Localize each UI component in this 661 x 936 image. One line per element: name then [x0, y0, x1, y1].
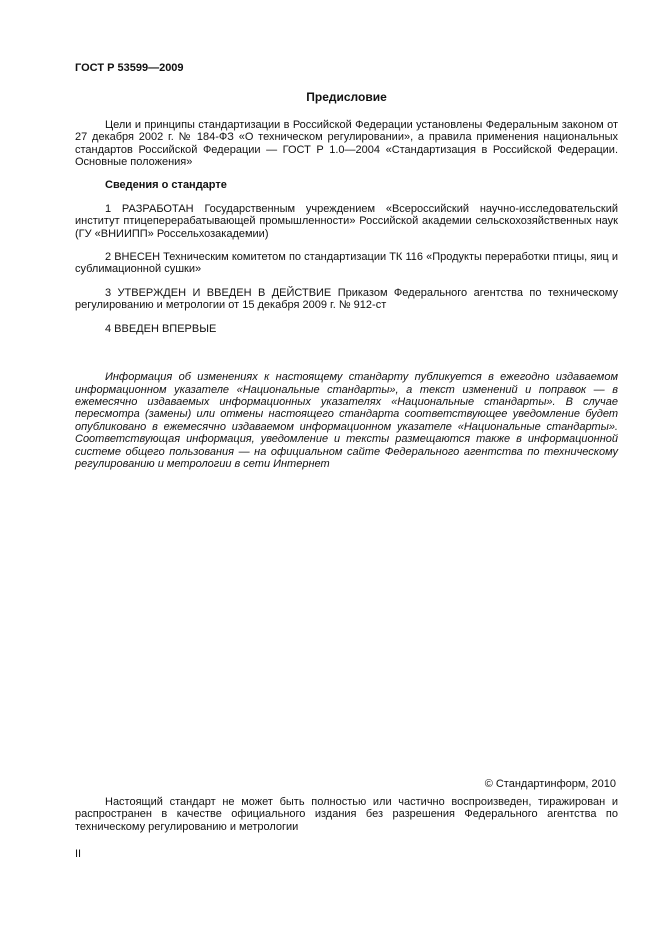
reproduction-notice: Настоящий стандарт не может быть полностью или частично воспроизведен, тиражирован и распространен в качестве официального издания без разрешения Федерального агентства по техническому регулированию и метрологии	[75, 796, 618, 833]
standard-item-1: 1 РАЗРАБОТАН Государственным учреждением «Всероссийский научно-исследовательский институт птицеперерабатывающей промышленности» Российской академии сельскохозяйственных наук (ГУ «ВНИИПП» Россельхозакадемии)	[75, 202, 618, 240]
page-number: II	[75, 848, 82, 860]
standard-item-3: 3 УТВЕРЖДЕН И ВВЕДЕН В ДЕЙСТВИЕ Приказом Федерального агентства по техническому регулированию и метрологии от 15 декабря 2009 г. № 912-ст	[75, 286, 618, 312]
standard-item-2: 2 ВНЕСЕН Техническим комитетом по стандартизации ТК 116 «Продукты переработки птицы, яиц и сублимационной сушки»	[75, 251, 618, 276]
section-heading: Сведения о стандарте	[105, 179, 227, 192]
intro-paragraph: Цели и принципы стандартизации в Российской Федерации установлены Федеральным законом от 27 декабря 2002 г. № 184-ФЗ «О техническом регулировании», а правила применения национальных стандартов Российской Федерации — ГОСТ Р 1.0—2004 «Стандартизация в Российской Федерации. Основные положения»	[75, 118, 618, 169]
copyright-notice: © Стандартинформ, 2010	[484, 778, 616, 790]
page-title: Предисловие	[306, 90, 387, 105]
doc-code: ГОСТ Р 53599—2009	[75, 62, 184, 74]
amendments-note: Информация об изменениях к настоящему стандарту публикуется в ежегодно издаваемом информационном указателе «Национальные стандарты», а текст изменений и поправок — в ежемесячно издаваемых информационных указателях «Национальные стандарты». В случае пересмотра (замены) или отмены настоящего стандарта соответствующее уведомление будет опубликовано в ежемесячно издаваемом информационном указателе «Национальные стандарты». Соответствующая информация, уведомление и тексты размещаются также в информационной системе общего пользования — на официальном сайте Федерального агентства по техническому регулированию и метрологии в сети Интернет	[75, 371, 618, 470]
standard-item-4: 4 ВВЕДЕН ВПЕРВЫЕ	[105, 322, 217, 335]
